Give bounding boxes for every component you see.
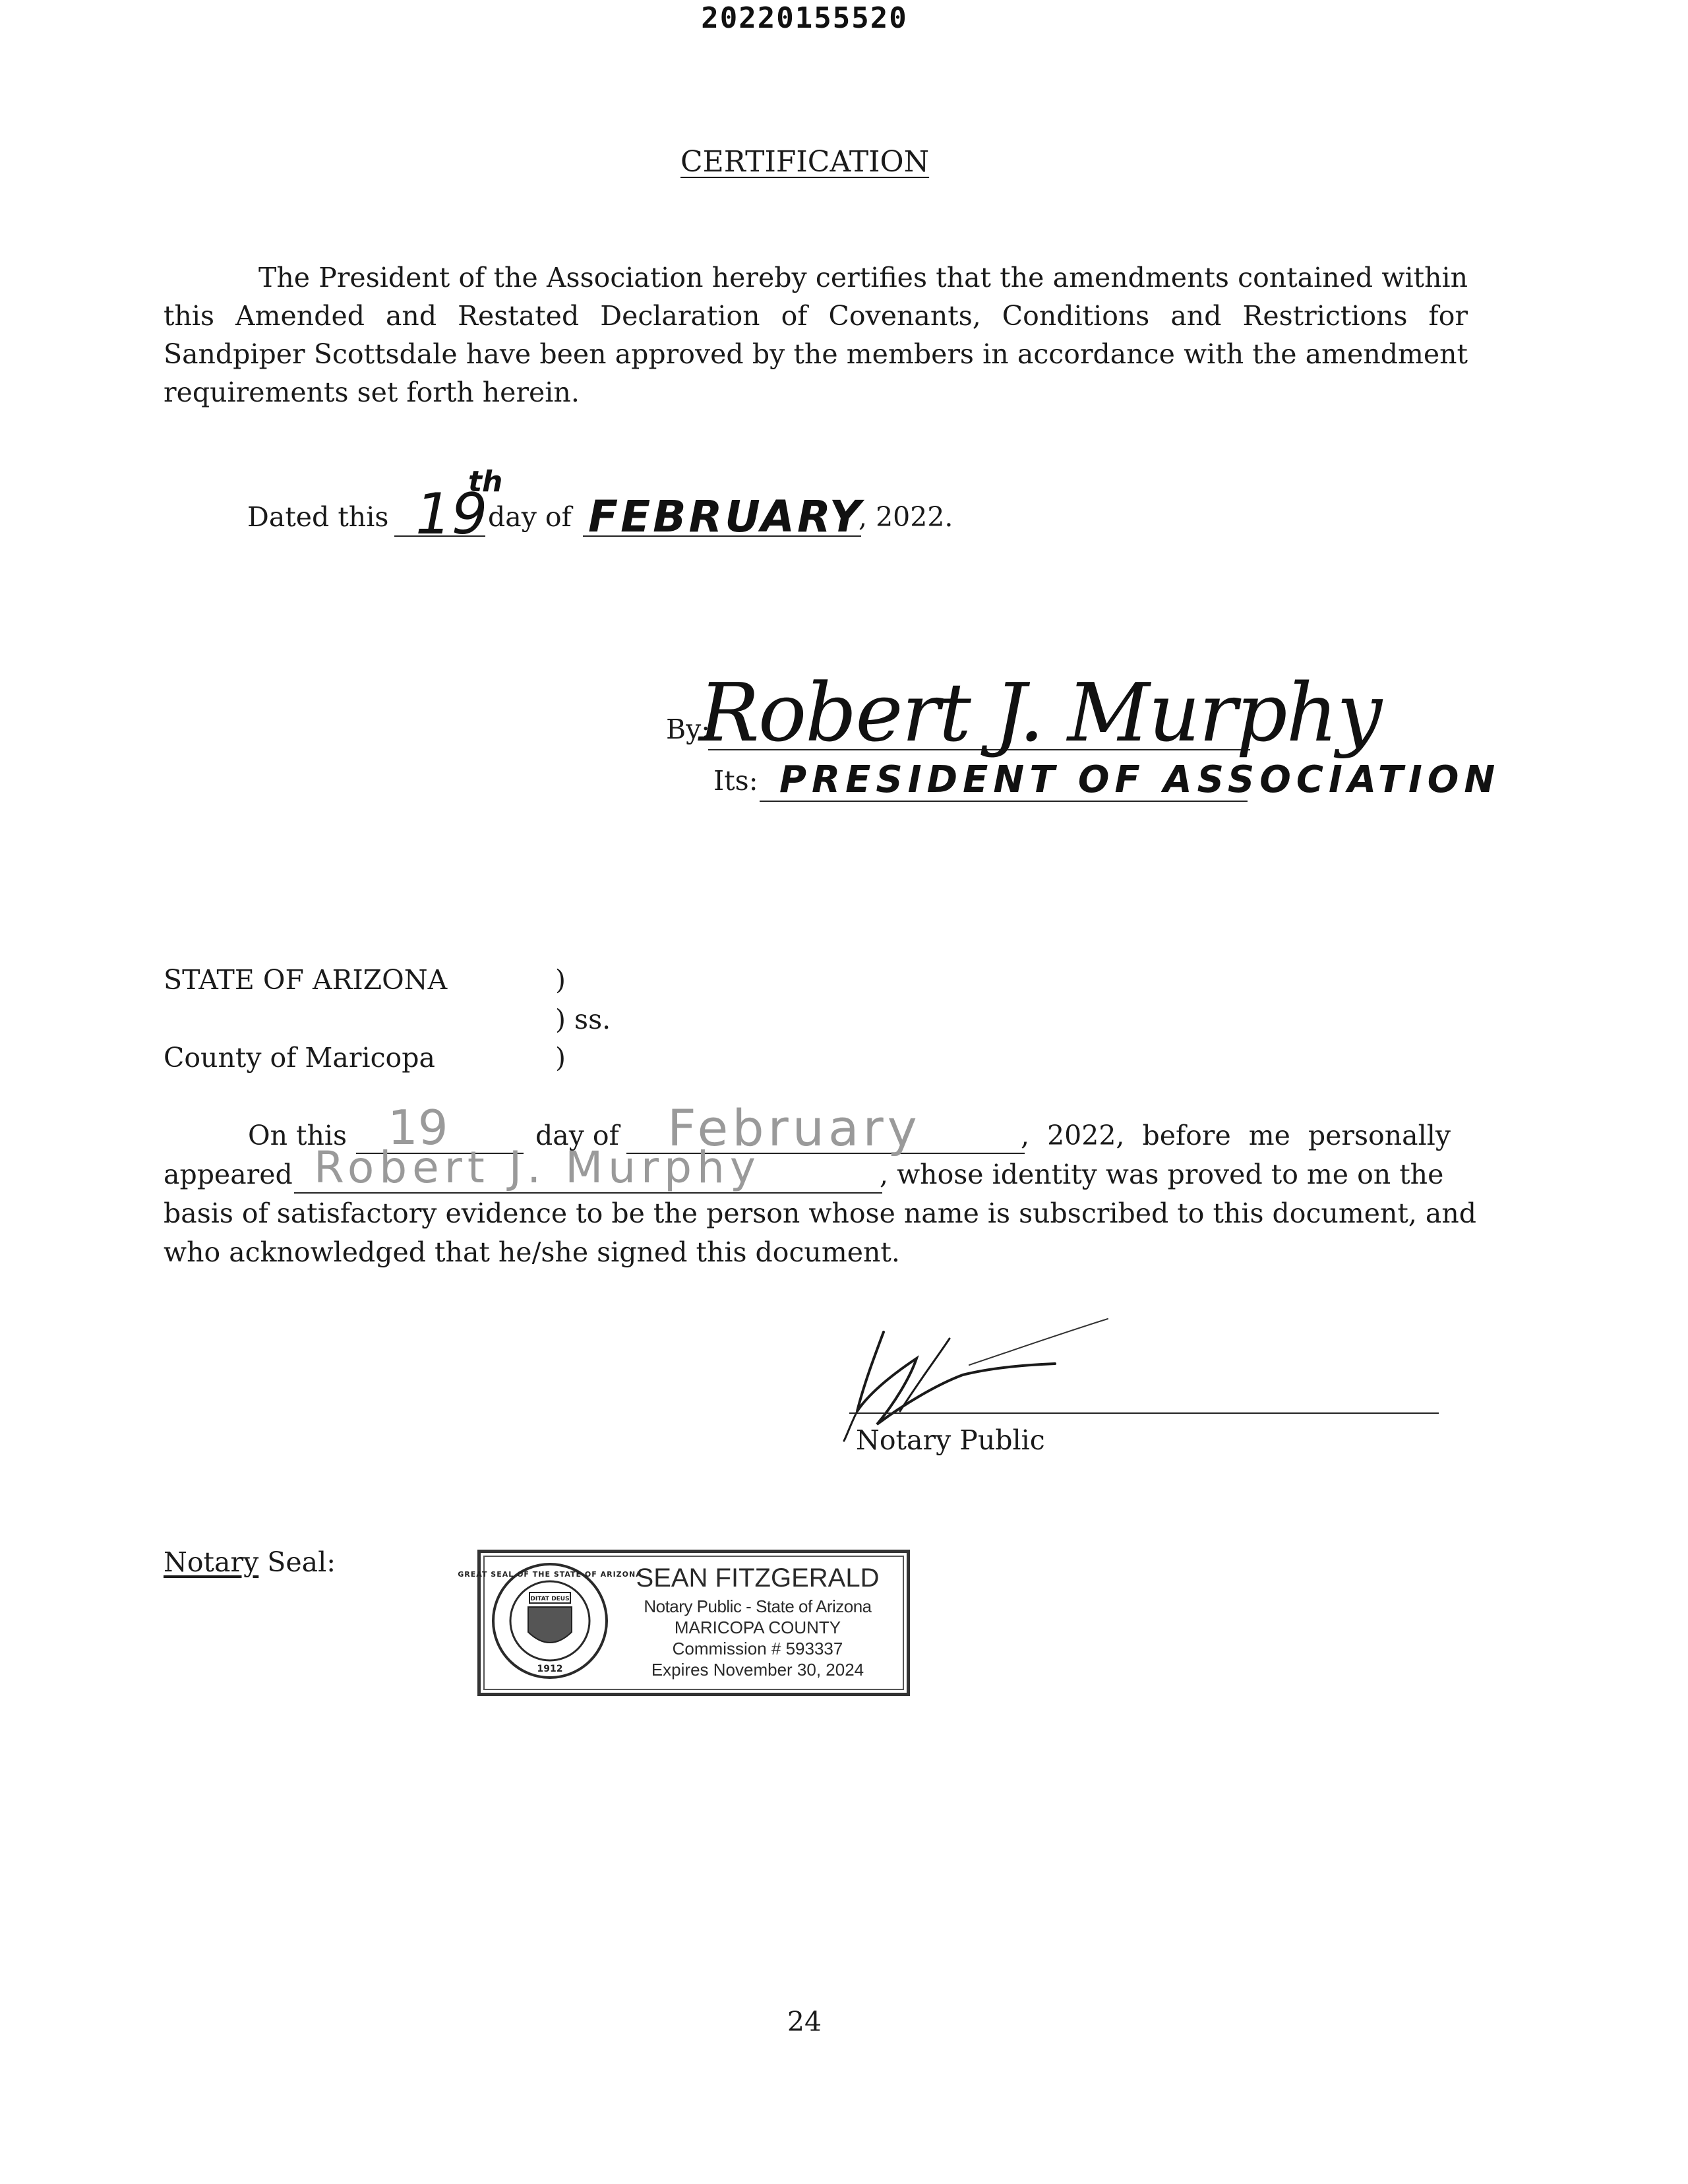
notary-public-label: Notary Public [856,1424,1045,1456]
ack-on-this: On this [248,1120,347,1151]
venue-state: STATE OF ARIZONA [164,964,448,996]
dated-suffix: , 2022. [859,501,953,533]
page-title: CERTIFICATION [680,145,930,179]
venue-paren-3: ) [555,1042,566,1074]
ack-day-of: day of [535,1120,619,1151]
notary-signature-line [849,1412,1439,1414]
notary-stamp [458,1550,910,1696]
ack-handwritten-day: 19 [388,1100,448,1155]
ack-year-text: , 2022, before me personally [1021,1120,1451,1151]
ack-appeared: appeared [164,1159,293,1190]
seal-banner: DITAT DEUS [530,1596,570,1602]
stamp-line-2: MARICOPA COUNTY [674,1618,841,1637]
notary-seal-label [164,1546,336,1578]
page-number: 24 [787,2006,822,2038]
ack-handwritten-month: February [667,1099,921,1157]
handwritten-month: FEBRUARY [588,491,864,542]
president-signature: Robert J. Murphy [699,666,1381,760]
dated-middle: day of [488,501,572,533]
arizona-state-seal [458,1561,642,1681]
dated-prefix: Dated this [247,501,389,533]
venue-ss: ) ss. [555,1004,611,1035]
ack-line-4: who acknowledged that he/she signed this document. [164,1236,900,1268]
notary-seal-label-rest: Seal: [258,1546,336,1578]
seal-year: 1912 [537,1664,563,1674]
venue-paren-1: ) [555,964,566,996]
stamp-line-4: Expires November 30, 2024 [651,1660,864,1680]
seal-ring-text: GREAT SEAL OF THE STATE OF ARIZONA [458,1570,642,1579]
stamp-notary-name: SEAN FITZGERALD [636,1563,880,1592]
its-label: Its: [713,765,758,797]
stamp-line-1: Notary Public - State of Arizona [644,1596,872,1616]
by-label: By: [666,713,711,745]
handwritten-day-suffix: th [468,465,503,499]
ack-line-3: basis of satisfactory evidence to be the person whose name is subscribed to this document, and [164,1198,1477,1229]
notary-seal-label-underlined: Notary [164,1546,259,1578]
stamp-line-3: Commission # 593337 [672,1639,843,1658]
handwritten-day: 19 [415,481,488,547]
ack-rest-line-2: , whose identity was proved to me on the [880,1159,1444,1190]
recording-number: 20220155520 [701,1,908,35]
certification-paragraph: The President of the Association hereby certifies that the amendments contained within this Amended and Restated Declaration of Covenants, Conditions and Restrictions for Sandpiper Scottsdale have been approved by the members in accordance with the amendment requirements set forth herein. [164,262,1468,408]
venue-county: County of Maricopa [164,1042,435,1074]
ack-handwritten-name: Robert J. Murphy [314,1142,761,1193]
handwritten-title: PRESIDENT OF ASSOCIATION [779,758,1501,801]
